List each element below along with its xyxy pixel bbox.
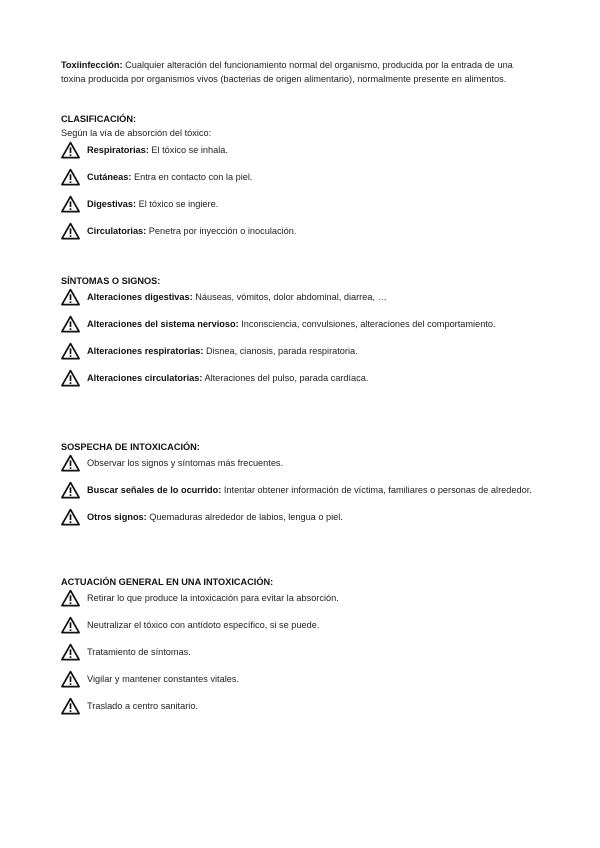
warning-triangle-icon xyxy=(61,141,80,159)
list-item xyxy=(61,511,541,531)
warning-triangle-icon xyxy=(61,288,80,306)
item-term: Alteraciones respiratorias: xyxy=(87,345,204,356)
list-item xyxy=(61,646,541,666)
item-text: Observar los signos y síntomas más frecuentes. xyxy=(87,457,284,468)
list-item xyxy=(61,171,541,191)
warning-triangle-icon xyxy=(61,342,80,360)
section-title: ACTUACIÓN GENERAL EN UNA INTOXICACIÓN: xyxy=(61,577,274,587)
list-item xyxy=(61,225,541,245)
list-item xyxy=(61,673,541,693)
item-term: Circulatorias: xyxy=(87,226,147,236)
warning-triangle-icon xyxy=(61,508,80,526)
warning-triangle-icon xyxy=(61,616,80,634)
item-text: Intentar obtener información de víctima, familiares o personas de alrededor. xyxy=(221,484,532,495)
warning-triangle-icon xyxy=(61,589,80,607)
list-item xyxy=(61,345,541,365)
item-text: Traslado a centro sanitario. xyxy=(87,700,198,711)
item-term: Respiratorias: xyxy=(87,145,149,155)
item-text: Neutralizar el tóxico con antídoto específico, si se puede. xyxy=(87,619,320,630)
warning-triangle-icon xyxy=(61,315,80,333)
section-title: SOSPECHA DE INTOXICACIÓN: xyxy=(61,442,200,452)
list-item xyxy=(61,291,541,311)
item-term: Alteraciones circulatorias: xyxy=(87,372,203,383)
list-item xyxy=(61,619,541,639)
section-title: CLASIFICACIÓN: xyxy=(61,114,137,124)
item-text: El tóxico se ingiere. xyxy=(136,199,219,209)
item-term: Alteraciones del sistema nervioso: xyxy=(87,318,239,329)
warning-triangle-icon xyxy=(61,643,80,661)
warning-triangle-icon xyxy=(61,697,80,715)
list-item xyxy=(61,372,541,392)
item-text: Inconsciencia, convulsiones, alteraciones del comportamiento. xyxy=(238,318,496,329)
list-item xyxy=(61,457,541,477)
list-item xyxy=(61,484,541,504)
item-text: Penetra por inyección o inoculación. xyxy=(146,226,297,236)
item-text: Entra en contacto con la piel. xyxy=(131,172,253,182)
section-sospecha xyxy=(61,441,541,531)
warning-triangle-icon xyxy=(61,670,80,688)
section-subtitle: Según la vía de absorción del tóxico: xyxy=(61,127,212,138)
item-text: Disnea, cianosis, parada respiratoria. xyxy=(203,345,358,356)
item-term: Alteraciones digestivas: xyxy=(87,291,193,302)
intro-paragraph xyxy=(61,59,531,86)
warning-triangle-icon xyxy=(61,222,80,240)
section-sintomas xyxy=(61,275,541,392)
item-text: Retirar lo que produce la intoxicación para evitar la absorción. xyxy=(87,592,339,603)
section-clasificacion xyxy=(61,113,541,245)
warning-triangle-icon xyxy=(61,168,80,186)
section-title: SÍNTOMAS O SIGNOS: xyxy=(61,276,161,286)
list-item xyxy=(61,144,541,164)
warning-triangle-icon xyxy=(61,369,80,387)
warning-triangle-icon xyxy=(61,481,80,499)
item-term: Buscar señales de lo ocurrido: xyxy=(87,484,222,495)
item-text: El tóxico se inhala. xyxy=(148,145,228,155)
list-item xyxy=(61,318,541,338)
item-text: Alteraciones del pulso, parada cardíaca. xyxy=(202,372,369,383)
intro-text: Cualquier alteración del funcionamiento normal del organismo, producida por la entrada de una toxina producida por organismos vivos (bacterias de origen alimentario), normalmente presente en alimentos. xyxy=(61,60,513,84)
item-text: Vigilar y mantener constantes vitales. xyxy=(87,673,240,684)
list-item xyxy=(61,700,541,720)
warning-triangle-icon xyxy=(61,195,80,213)
warning-triangle-icon xyxy=(61,454,80,472)
item-text: Quemaduras alrededor de labios, lengua o piel. xyxy=(146,511,343,522)
item-text: Tratamiento de síntomas. xyxy=(87,646,191,657)
item-term: Otros signos: xyxy=(87,511,147,522)
item-term: Digestivas: xyxy=(87,199,137,209)
item-text: Náuseas, vómitos, dolor abdominal, diarrea, … xyxy=(192,291,387,302)
item-term: Cutáneas: xyxy=(87,172,132,182)
section-actuacion xyxy=(61,576,541,720)
intro-term: Toxiinfección: xyxy=(61,60,123,70)
list-item xyxy=(61,198,541,218)
list-item xyxy=(61,592,541,612)
